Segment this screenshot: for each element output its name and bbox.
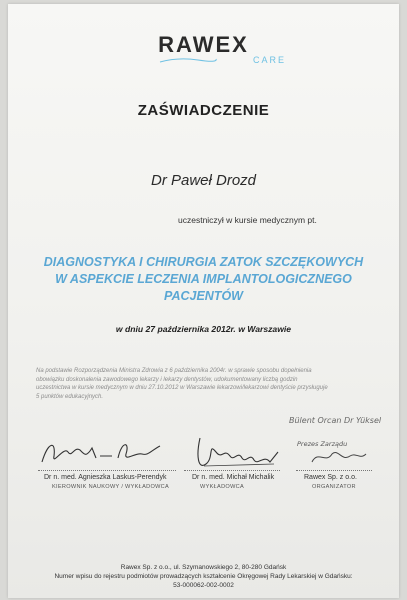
course-date: w dniu 27 października 2012r. w Warszawie — [115, 324, 292, 334]
footer-registry-number: 53-000062-002-0002 — [173, 582, 234, 590]
legal-line: uczestnictwa w kursie medycznym w dniu 27.10.2012 w Warszawie lekarzowi/lekarzowi dentyście przysługuje — [36, 385, 328, 392]
organizer-handwritten-name: Bülent Orcan Dr Yüksel — [289, 416, 382, 425]
legal-line: 5 punktów edukacyjnych. — [36, 393, 104, 400]
logo-sub: CARE — [252, 55, 286, 65]
legal-line: obowiązku doskonalenia zawodowego lekarzy i lekarzy dentystów, udokumentowany liczbą godzin — [36, 376, 298, 383]
footer-registry: Numer wpisu do rejestru podmiotów prowadzących kształcenie Okręgowej Rady Lekarskiej w Gdańsku: — [54, 573, 353, 581]
participation-text: uczestniczył w kursie medycznym pt. — [178, 215, 317, 225]
signature-2-name: Dr n. med. Michał Michalik — [192, 474, 275, 481]
course-title-line: DIAGNOSTYKA I CHIRURGIA ZATOK SZCZĘKOWYCH — [43, 255, 364, 269]
footer — [8, 563, 399, 591]
course-title-line: W ASPEKCIE LECZENIA IMPLANTOLOGICZNEGO — [55, 272, 352, 286]
signature-1-line — [38, 470, 176, 471]
course-title-line: PACJENTÓW — [164, 289, 243, 303]
organizer-handwritten-title: Prezes Zarządu — [297, 440, 348, 448]
footer-address: Rawex Sp. z o.o., ul. Szymanowskiego 2, 80-280 Gdańsk — [120, 564, 287, 571]
legal-line: Na podstawie Rozporządzenia Ministra Zdrowia z 6 października 2004r. w sprawie sposobu dopełnienia — [36, 368, 312, 374]
signature-2-role: WYKŁADOWCA — [200, 484, 245, 490]
legal-notice — [36, 367, 381, 401]
signature-2-line — [184, 470, 280, 471]
certificate-title: ZAŚWIADCZENIE — [137, 102, 270, 119]
signature-3-name: Rawex Sp. z o.o. — [304, 474, 357, 481]
signature-2-scribble-icon — [194, 430, 284, 474]
signature-3-line — [296, 470, 372, 471]
course-title — [8, 254, 399, 305]
logo-brand: RAWEX — [158, 32, 249, 57]
signature-1-scribble-icon — [38, 432, 168, 472]
signature-1-role: KIEROWNIK NAUKOWY / WYKŁADOWCA — [52, 484, 170, 490]
recipient-name: Dr Paweł Drozd — [150, 172, 257, 189]
certificate-sheet — [8, 4, 399, 598]
signature-1-name: Dr n. med. Agnieszka Laskus-Perendyk — [44, 474, 167, 481]
signature-3-scribble-icon — [308, 446, 368, 468]
signature-3-role: ORGANIZATOR — [312, 484, 356, 490]
